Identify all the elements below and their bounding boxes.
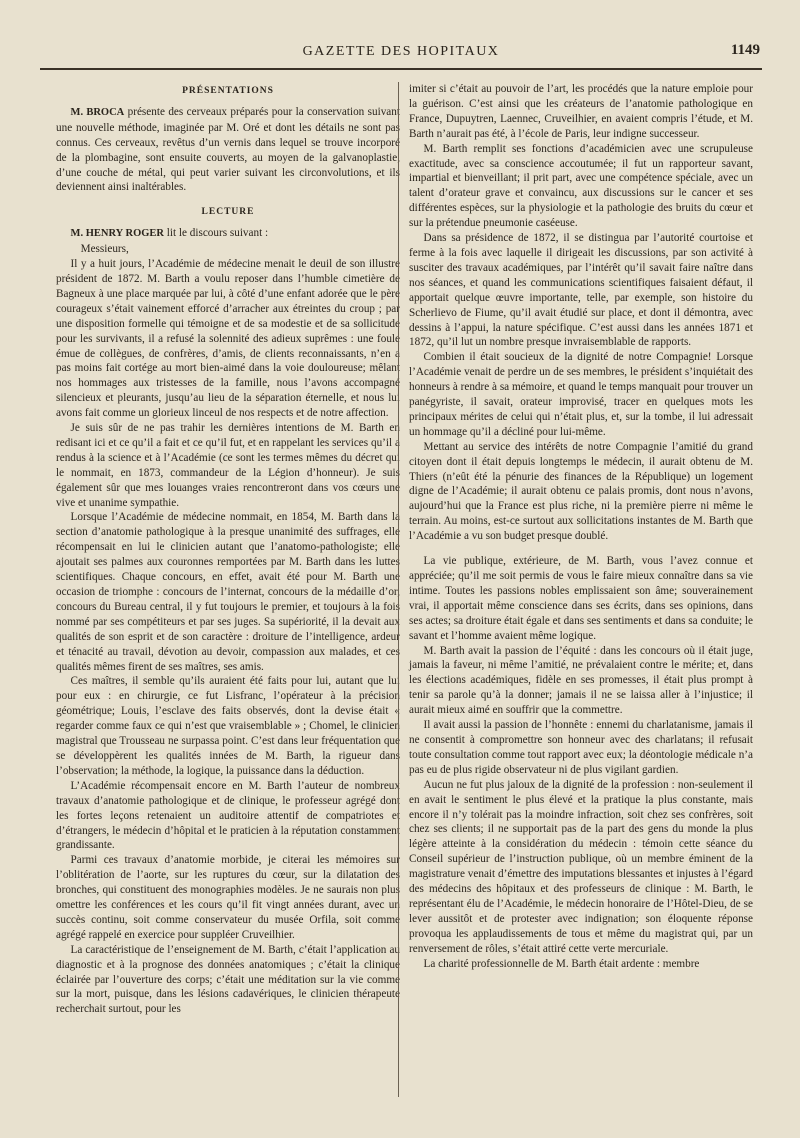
paragraph — [56, 105, 400, 195]
page-header — [40, 40, 762, 66]
journal-title: GAZETTE DES HOPITAUX — [302, 44, 500, 59]
page-number: 1149 — [730, 42, 760, 58]
paragraph — [56, 226, 400, 242]
left-column — [56, 82, 400, 1017]
paragraph: Il avait aussi la passion de l’honnête : ennemi du charlatanisme, jamais il ne consentit à compromettre son honneur avec des charlatans; il refusait toute consultation comme tout rapport avec eux; la déontologie médicale n’a pas eu de plus rigide observateur ni de plus vigilant gardien. — [409, 719, 753, 776]
paragraph: Lorsque l’Académie de médecine nommait, en 1854, M. Barth dans la section d’anatomie pathologique à la presque unanimité des suffrages, elle récompensait en lui le clinicien autant que l’anatomo-pathologiste; elle ajoutait ses palmes aux couronnes remportées par M. Barth dans les luttes scientifiques. Chaque concours, en effet, avait été pour M. Barth une occasion de triomphe : concours de l’internat, concours de la médaille d’or, concours du Bureau central, il y fut toujours le premier, et toujours à la fois nommé par ses compétiteurs et par ses juges. Sa supériorité, il la devait aux qualités de son esprit et de son caractère : droiture de l’intelligence, ardeur et ténacité au travail, dévotion au devoir, compassion aux malades, et ces qualités mêmes firent de ses maîtres, ses amis. — [56, 511, 400, 673]
paragraph: La charité professionnelle de M. Barth était ardente : membre — [423, 957, 700, 970]
paragraph-text: présente des cerveaux préparés pour la conservation suivant une nouvelle méthode, imaginée par M. Oré et dont les détails ne sont pas connus. Ces cerveaux, revêtus d’un vernis dans lequel se trouve incorporé de la plombagine, sont ensuite couverts, au moyen de la galvanoplastie, d’une couche de métal, qui peut varier suivant les circonvolutions, et ils deviennent ainsi inaltérables. — [56, 105, 400, 194]
paragraph: La caractéristique de l’enseignement de M. Barth, c’était l’application au diagnostic et à la prognose des données anatomiques ; c’était la clinique éclairée par l’ouverture des corps; c’était une méditation sur la vie comme sur la mort, puisque, dans les lésions cadavériques, le clinicien thérapeute recherchait surtout, pour les — [56, 943, 400, 1016]
paragraph: Il y a huit jours, l’Académie de médecine menait le deuil de son illustre président de 1872. M. Barth a voulu reposer dans l’humble cimetière de Bagneux à une place marquée par lui, à côté d’une enfant adorée que le père courageux s’était vainement efforcé d’arracher aux étreintes du croup ; par une disposition formelle qui témoigne et de sa modestie et de sa sollicitude pour les survivants, il a refusé la solennité des adieux suprêmes : une foule émue de collègues, de confrères, d’amis, de clients reconnaissants, n’en a pas moins fait cortége au mort bien-aimé dans la voie douloureuse; mêlant nos hommages aux tristesses de la famille, nous l’avons accompagné silencieux et pleurants, jusqu’au lieu de la séparation éternelle, et nous lui avons fait comme un glorieux linceul de nos respects et de notre affection. — [56, 258, 400, 420]
paragraph: imiter si c’était au pouvoir de l’art, les procédés que la nature emploie pour la guérison. C’est ainsi que les créateurs de l’anatomie pathologique en France, Dupuytren, Laennec, Cruveilhier, en avaient compris l’étude, et M. Barth n’aurait pas été, à l’école de Paris, leur indigne successeur. — [409, 83, 753, 140]
paragraph: Aucun ne fut plus jaloux de la dignité de la profession : non-seulement il en avait le sentiment le plus élevé et la pratique la plus constante, mais encore il n’y tolérait pas la moindre infraction, soit chez ses confrères, soit chez ses clients; il ne supportait pas de la part des gens du monde la plus légère atteinte à la considération du médecin : témoin cette séance du Conseil supérieur de l’instruction publique, où un membre éminent de la magistrature venait d’émettre des imputations blessantes et injustes à l’égard des médecins des hôpitaux et des professeurs de clinique : M. Barth, le représentant élu de l’Académie, le médecin honoraire de l’Hôtel-Dieu, de se lever aussitôt et de protester avec indignation; son éloquente réponse provoqua les applaudissements de tous et même du magistrat qui, par un renversement de rôles, s’était attiré cette verte mercuriale. — [409, 778, 753, 955]
salutation: Messieurs, — [80, 243, 129, 256]
paragraph: L’Académie récompensait encore en M. Barth l’auteur de nombreux travaux d’anatomie pathologique et de clinique, le professeur agrégé dont les fortes leçons retenaient un auditoire attentif de compatriotes et d’étrangers, le médecin d’hôpital et le praticien à la réputation constamment grandissante. — [56, 779, 400, 852]
section-title-presentations: PRÉSENTATIONS — [182, 86, 274, 96]
speaker-name: M. HENRY ROGER — [70, 228, 164, 240]
paragraph: Combien il était soucieux de la dignité de notre Compagnie! Lorsque l’Académie venait de perdre un de ses membres, le président s’inquiétait des honneurs à rendre à sa mémoire, et quand le temps manquait pour trouver un panégyriste, il savait, orateur improvisé, tracer en quelques mots les principaux mérites de celui qui n’était plus, et, sur la tombe, il lui adressait un hommage qu’il a décliné pour lui-même. — [409, 351, 753, 438]
paragraph: Ces maîtres, il semble qu’ils auraient été faits pour lui, autant que lui pour eux : en chirurgie, ce fut Lisfranc, l’opérateur à la précision géométrique; Louis, l’esclave des faits observés, dont la devise était « regarder comme faux ce qui n’est que vraisemblable » ; Chomel, le clinicien magistral que Trousseau ne surpassa point. C’est dans leur fréquentation que se développèrent les qualités innées de M. Barth, la rigueur dans l’observation; la méthode, la logique, la puissance dans la déduction. — [56, 675, 400, 777]
right-column — [409, 82, 753, 971]
spacer — [409, 544, 753, 554]
section-title-lecture: LECTURE — [201, 207, 255, 218]
paragraph: Dans sa présidence de 1872, il se distingua par l’autorité courtoise et ferme à la fois avec laquelle il dirigeait les discussions, par son activité à susciter des travaux académiques, par l’intérêt qu’il savait faire naître dans nos séances, et quand les communications scientifiques faisaient défaut, il apportait quelque œuvre importante, telle, par exemple, son histoire du Scherlievo de Fiume, qu’il avait étudié sur place, et dont il démontra, avec dessins à l’appui, la nature spécifique. C’est aussi dans les années 1871 et 1872, qu’il lut un nombre presque invraisemblable de rapports. — [409, 232, 753, 349]
paragraph: M. Barth avait la passion de l’équité : dans les concours où il était juge, jamais la faveur, ni même l’amitié, ne prévalaient contre le mérite; et, dans les élections académiques, fidèle en ses promesses, il était plus prompt à tenir sa parole qu’à la donner; jamais il ne se laissa aller à l’injustice; il aurait mieux aimé en souffrir que la commettre. — [409, 644, 753, 717]
paragraph: Je suis sûr de ne pas trahir les dernières intentions de M. Barth en redisant ici et ce qu’il a fait et ce qu’il fut, et en rappelant les services qu’il a rendus à la science et à l’Académie (ce sont les termes mêmes du décret qui le nommait, en 1873, commandeur de la Légion d’honneur). Je suis également sûr que mes louanges vraies rencontreront dans vos cœurs une vive et unanime sympathie. — [56, 422, 400, 509]
speaker-name: M. BROCA — [70, 106, 125, 118]
paragraph: Parmi ces travaux d’anatomie morbide, je citerai les mémoires sur l’oblitération de l’aorte, sur les ruptures du cœur, sur la dilatation des bronches, qui constituent des monographies modèles. Je ne saurais non plus omettre les conférences et les cours qu’il fit vingt années durant, avec un succès continu, soit comme conservateur du musée Orfila, soit comme agrégé rappelé en exercice pour suppléer Cruveilhier. — [56, 854, 400, 941]
paragraph-text: lit le discours suivant : — [164, 227, 269, 240]
paragraph: La vie publique, extérieure, de M. Barth, vous l’avez connue et appréciée; qu’il me soit permis de vous le faire mieux connaître dans sa vie intime. Toutes les passions nobles emplissaient son âme; souverainement vrai, il apportait même conscience dans ses écrits, dans ses opinions, dans ses actes; sa droiture était égale et dans ses sentiments et dans sa conduite; le savant et l’homme avaient même logique. — [409, 555, 753, 642]
paragraph: M. Barth remplit ses fonctions d’académicien avec une scrupuleuse exactitude, avec sa conscience accoutumée; il fut un rapporteur savant, impartial et bienveillant; il prit part, avec une compétence spéciale, avec un talent d’orateur grave et convaincu, aux discussions sur le cancer et ses différentes espèces, sur la physiologie et la pathologie des bruits du cœur et sur la prétendue pneumonie caséeuse. — [409, 142, 753, 230]
header-rule — [40, 68, 762, 70]
paragraph: Mettant au service des intérêts de notre Compagnie l’amitié du grand citoyen dont il était depuis longtemps le médecin, il aurait obtenu de M. Thiers (n’eût été la pénurie des finances de la République) un logement digne de l’Académie; il aurait obtenu ce palais promis, dont nous n’avons, aujourd’hui que la France est plus riche, ni la première pierre ni même le terrain. Au moins, est-ce surtout aux sollicitations instantes de M. Barth que l’Académie a vu son budget presque doublé. — [409, 440, 753, 543]
column-divider — [398, 82, 399, 1097]
